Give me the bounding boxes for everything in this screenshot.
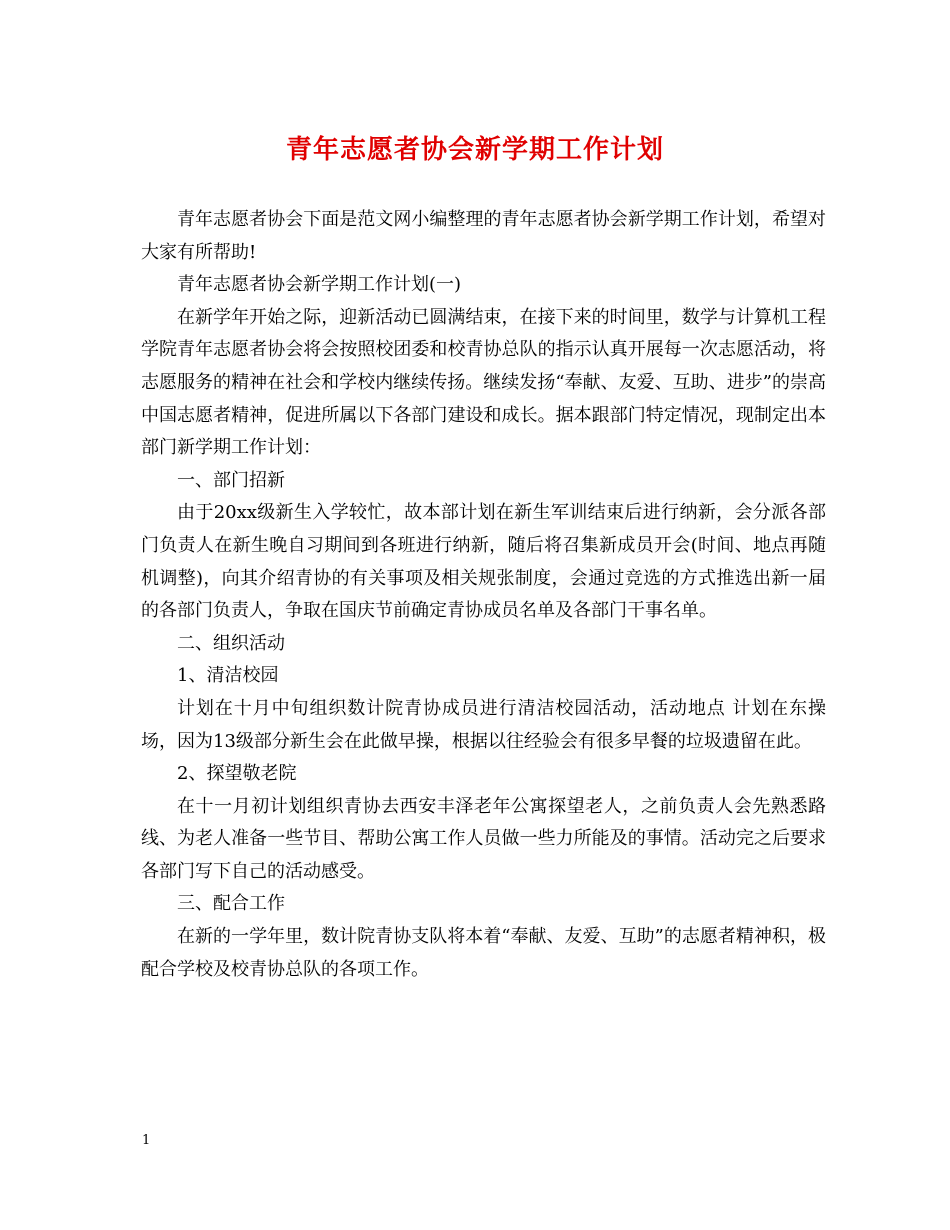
page-number: 1 [142, 1133, 151, 1148]
section-heading-activities: 二、组织活动 [177, 632, 285, 654]
intro-paragraph: 青年志愿者协会下面是范文网小编整理的青年志愿者协会新学期工作计划，希望对大家有所帮助! [141, 209, 826, 263]
cleaning-paragraph: 计划在十月中旬组织数计院青协成员进行清洁校园活动，活动地点 计划在东操场，因为13级部分新生会在此做早操，根据以往经验会有很多早餐的垃圾遗留在此。 [141, 697, 826, 752]
section-heading-cooperation: 三、配合工作 [177, 893, 285, 915]
recruitment-paragraph: 由于20xx级新生入学较忙，故本部计划在新生军训结束后进行纳新，会分派各部门负责人在新生晚自习期间到各班进行纳新，随后将召集新成员开会(时间、地点再随机调整)，向其介绍青协的有关事项及相关规张制度，会通过竞选的方式推选出新一届的各部门负责人，争取在国庆节前确定青协成员名单及各部门干事名单。 [141, 502, 826, 622]
section-heading-recruitment: 一、部门招新 [177, 469, 285, 491]
document-title: 青年志愿者协会新学期工作计划 [285, 135, 664, 165]
opening-paragraph: 在新学年开始之际，迎新活动已圆满结束，在接下来的时间里，数学与计算机工程学院青年志愿者协会将会按照校团委和校青协总队的指示认真开展每一次志愿活动，将志愿服务的精神在社会和学校内继续传扬。继续发扬“奉献、友爱、互助、进步”的崇高中国志愿者精神，促进所属以下各部门建设和成长。据本跟部门特定情况，现制定出本部门新学期工作计划： [141, 306, 826, 459]
activity-heading-nursing-home: 2、探望敬老院 [177, 763, 297, 785]
cooperation-paragraph: 在新的一学年里，数计院青协支队将本着“奉献、友爱、互助”的志愿者精神积，极配合学校及校青协总队的各项工作。 [141, 926, 826, 980]
document-body [141, 204, 826, 986]
plan-subtitle: 青年志愿者协会新学期工作计划(一) [177, 274, 462, 296]
nursing-home-paragraph: 在十一月初计划组织青协去西安丰泽老年公寓探望老人，之前负责人会先熟悉路线、为老人准备一些节目、帮助公寓工作人员做一些力所能及的事情。活动完之后要求各部门写下自己的活动感受。 [141, 795, 826, 882]
activity-heading-cleaning: 1、清洁校园 [177, 665, 279, 687]
